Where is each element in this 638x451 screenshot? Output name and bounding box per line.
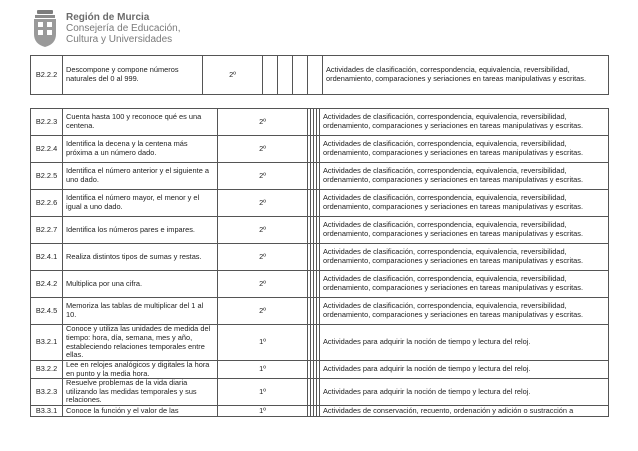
criterion-level: 2º bbox=[218, 244, 308, 271]
criterion-description: Lee en relojes analógicos y digitales la hora en punto y la media hora. bbox=[63, 361, 218, 379]
org-line-1: Región de Murcia bbox=[66, 12, 150, 23]
criterion-code: B2.4.2 bbox=[31, 271, 63, 298]
table-row bbox=[31, 163, 609, 190]
criteria-table bbox=[30, 108, 609, 417]
criterion-code: B2.2.7 bbox=[31, 217, 63, 244]
empty-cell bbox=[293, 56, 308, 95]
criterion-level: 1º bbox=[218, 361, 308, 379]
criterion-activities: Actividades para adquirir la noción de tiempo y lectura del reloj. bbox=[320, 379, 609, 406]
criterion-activities: Actividades de clasificación, correspondencia, equivalencia, reversibilidad, ordenamiento, comparaciones y seriaciones en tareas manipulativas y escritas. bbox=[323, 56, 609, 95]
empty-cell bbox=[278, 56, 293, 95]
criterion-description: Conoce y utiliza las unidades de medida del tiempo: hora, día, semana, mes y año, estableciendo relaciones temporales entre ellas. bbox=[63, 325, 218, 361]
criterion-description: Memoriza las tablas de multiplicar del 1 al 10. bbox=[63, 298, 218, 325]
criterion-activities: Actividades de clasificación, correspondencia, equivalencia, reversibilidad, ordenamiento, comparaciones y seriaciones en tareas manipulativas y escritas. bbox=[320, 190, 609, 217]
criterion-level: 2º bbox=[218, 217, 308, 244]
criterion-level: 1º bbox=[218, 325, 308, 361]
criterion-activities: Actividades para adquirir la noción de tiempo y lectura del reloj. bbox=[320, 325, 609, 361]
criterion-level: 2º bbox=[218, 298, 308, 325]
table-row bbox=[31, 298, 609, 325]
criterion-description: Identifica la decena y la centena más próxima a un número dado. bbox=[63, 136, 218, 163]
criterion-activities: Actividades para adquirir la noción de tiempo y lectura del reloj. bbox=[320, 361, 609, 379]
table-row bbox=[31, 190, 609, 217]
criterion-level: 2º bbox=[203, 56, 263, 95]
table-row bbox=[31, 405, 609, 416]
table-row bbox=[31, 244, 609, 271]
criteria-rows bbox=[31, 109, 609, 417]
empty-cell bbox=[263, 56, 278, 95]
criterion-activities: Actividades de clasificación, correspondencia, equivalencia, reversibilidad, ordenamiento, comparaciones y seriaciones en tareas manipulativas y escritas. bbox=[320, 271, 609, 298]
table-row bbox=[31, 136, 609, 163]
criterion-level: 2º bbox=[218, 271, 308, 298]
criterion-description: Descompone y compone números naturales del 0 al 999. bbox=[63, 56, 203, 95]
criterion-activities: Actividades de clasificación, correspondencia, equivalencia, reversibilidad, ordenamiento, comparaciones y seriaciones en tareas manipulativas y escritas. bbox=[320, 109, 609, 136]
criterion-activities: Actividades de clasificación, correspondencia, equivalencia, reversibilidad, ordenamiento, comparaciones y seriaciones en tareas manipulativas y escritas. bbox=[320, 217, 609, 244]
empty-cell bbox=[308, 56, 323, 95]
criterion-code: B3.2.2 bbox=[31, 361, 63, 379]
criterion-activities: Actividades de clasificación, correspondencia, equivalencia, reversibilidad, ordenamiento, comparaciones y seriaciones en tareas manipulativas y escritas. bbox=[320, 163, 609, 190]
criterion-activities: Actividades de clasificación, correspondencia, equivalencia, reversibilidad, ordenamiento, comparaciones y seriaciones en tareas manipulativas y escritas. bbox=[320, 136, 609, 163]
table-row bbox=[31, 271, 609, 298]
criterion-level: 2º bbox=[218, 163, 308, 190]
criterion-description: Resuelve problemas de la vida diaria utilizando las medidas temporales y sus relaciones. bbox=[63, 379, 218, 406]
criterion-description: Identifica los números pares e impares. bbox=[63, 217, 218, 244]
top-table bbox=[30, 55, 609, 95]
region-murcia-crest-icon bbox=[30, 10, 60, 48]
table-row bbox=[31, 325, 609, 361]
criterion-level: 1º bbox=[218, 379, 308, 406]
org-line-3: Cultura y Universidades bbox=[66, 34, 173, 45]
criterion-code: B2.2.3 bbox=[31, 109, 63, 136]
criterion-code: B2.2.2 bbox=[31, 56, 63, 95]
criterion-description: Identifica el número mayor, el menor y el igual a uno dado. bbox=[63, 190, 218, 217]
table-row bbox=[31, 109, 609, 136]
criterion-code: B3.2.1 bbox=[31, 325, 63, 361]
criterion-code: B3.3.1 bbox=[31, 405, 63, 416]
criterion-code: B2.2.4 bbox=[31, 136, 63, 163]
criterion-code: B2.2.6 bbox=[31, 190, 63, 217]
table-row bbox=[31, 217, 609, 244]
table-row bbox=[31, 379, 609, 406]
page-header bbox=[30, 10, 230, 50]
criterion-description: Realiza distintos tipos de sumas y restas. bbox=[63, 244, 218, 271]
table-row bbox=[31, 56, 609, 95]
criterion-code: B2.4.1 bbox=[31, 244, 63, 271]
organization-name bbox=[66, 12, 181, 45]
criterion-description: Identifica el número anterior y el siguiente a uno dado. bbox=[63, 163, 218, 190]
org-line-2: Consejería de Educación, bbox=[66, 23, 181, 34]
criterion-activities: Actividades de clasificación, correspondencia, equivalencia, reversibilidad, ordenamiento, comparaciones y seriaciones en tareas manipulativas y escritas. bbox=[320, 244, 609, 271]
table-row bbox=[31, 361, 609, 379]
criterion-level: 2º bbox=[218, 136, 308, 163]
criterion-activities: Actividades de clasificación, correspondencia, equivalencia, reversibilidad, ordenamiento, comparaciones y seriaciones en tareas manipulativas y escritas. bbox=[320, 298, 609, 325]
criterion-code: B3.2.3 bbox=[31, 379, 63, 406]
criterion-description: Multiplica por una cifra. bbox=[63, 271, 218, 298]
criterion-activities: Actividades de conservación, recuento, ordenación y adición o sustracción a bbox=[320, 405, 609, 416]
criterion-description: Cuenta hasta 100 y reconoce qué es una centena. bbox=[63, 109, 218, 136]
criterion-level: 1º bbox=[218, 405, 308, 416]
criterion-code: B2.4.5 bbox=[31, 298, 63, 325]
criterion-description: Conoce la función y el valor de las bbox=[63, 405, 218, 416]
criterion-level: 2º bbox=[218, 109, 308, 136]
criterion-code: B2.2.5 bbox=[31, 163, 63, 190]
criterion-level: 2º bbox=[218, 190, 308, 217]
